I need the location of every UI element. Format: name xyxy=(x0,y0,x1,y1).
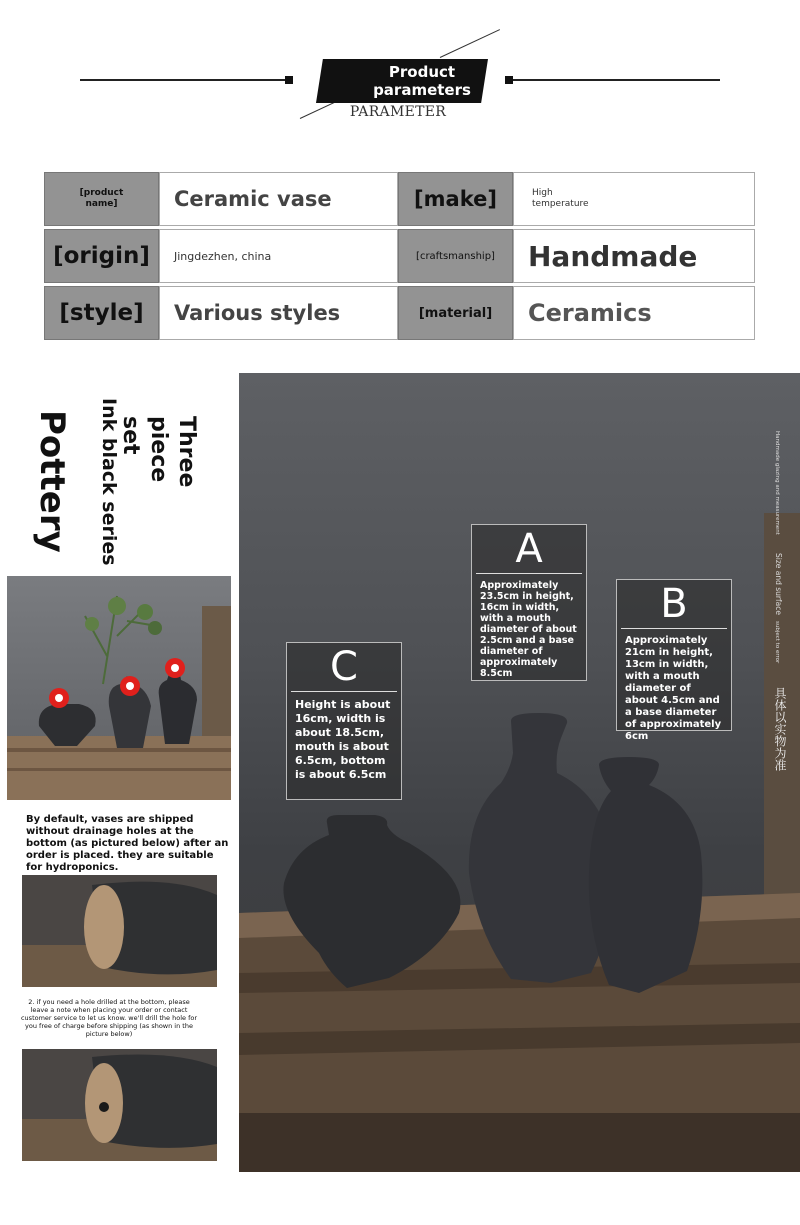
parameter-table xyxy=(44,172,755,340)
side-note-error: subject to error xyxy=(774,621,780,664)
size-desc-b: Approximately 21cm in height, 13cm in width, with a mouth diameter of about 4.5cm and a base diameter of approximately 6cm xyxy=(625,635,722,742)
param-label: [product name] xyxy=(44,172,159,226)
parameter-row xyxy=(44,229,755,283)
brand-title: Pottery xyxy=(32,410,72,553)
param-label: [make] xyxy=(398,172,513,226)
vase-hole-illustration xyxy=(22,1049,217,1161)
location-marker-icon xyxy=(49,688,69,708)
header-slash-top xyxy=(440,29,500,58)
drill-hole-note: 2. if you need a hole drilled at the bottom, please leave a note when placing your order or contact customer service to let us know. we'll drill the hole for you free of charge before shipping (as shown in the picture below) xyxy=(20,998,198,1038)
header-rule-left xyxy=(80,79,286,81)
size-box-c xyxy=(286,642,402,800)
param-value: Handmade xyxy=(513,229,755,283)
location-marker-icon xyxy=(120,676,140,696)
size-box-a xyxy=(471,524,587,681)
page-subtitle: PARAMETER xyxy=(349,104,447,120)
page-title: Product parameters xyxy=(373,63,471,99)
header-rule-right xyxy=(512,79,720,81)
size-letter-a: A xyxy=(515,526,543,572)
size-desc-c: Height is about 16cm, width is about 18.5cm, mouth is about 6.5cm, bottom is about 6.5cm xyxy=(295,698,391,781)
side-note-size: Size and surface xyxy=(774,553,783,615)
param-value: Jingdezhen, china xyxy=(159,229,398,283)
main-product-photo xyxy=(239,373,800,1172)
header-dot-left xyxy=(285,76,293,84)
param-value: Ceramics xyxy=(513,286,755,340)
vase-hole-photo xyxy=(22,1049,217,1161)
param-label: [style] xyxy=(44,286,159,340)
side-note-chinese: 具体以实物为准 xyxy=(773,687,787,771)
set-title: Three piece set xyxy=(118,416,199,488)
parameter-row xyxy=(44,286,755,340)
param-value: Ceramic vase xyxy=(159,172,398,226)
param-value: Various styles xyxy=(159,286,398,340)
series-title: Ink black series xyxy=(98,398,120,566)
vase-bottom-photo xyxy=(22,875,217,987)
param-label: [origin] xyxy=(44,229,159,283)
size-letter-c: C xyxy=(330,644,358,690)
size-desc-a: Approximately 23.5cm in height, 16cm in width, with a mouth diameter of about 2.5cm and a base diameter of approximately 8.5cm xyxy=(480,580,577,679)
size-box-b xyxy=(616,579,732,742)
product-photo-small xyxy=(7,576,231,800)
vase-bottom-illustration xyxy=(22,875,217,987)
location-marker-icon xyxy=(165,658,185,678)
parameter-row xyxy=(44,172,755,226)
header-dot-right xyxy=(505,76,513,84)
param-value: High temperature xyxy=(513,172,755,226)
param-label: [craftsmanship] xyxy=(398,229,513,283)
size-letter-b: B xyxy=(660,581,688,627)
drainage-note: By default, vases are shipped without drainage holes at the bottom (as pictured below) after an order is placed. they are suitable for hydroponics. xyxy=(26,814,229,873)
side-note-measurement: Handmade glazing and measurement xyxy=(774,431,780,535)
vase-set-illustration xyxy=(7,576,231,800)
param-label: [material] xyxy=(398,286,513,340)
